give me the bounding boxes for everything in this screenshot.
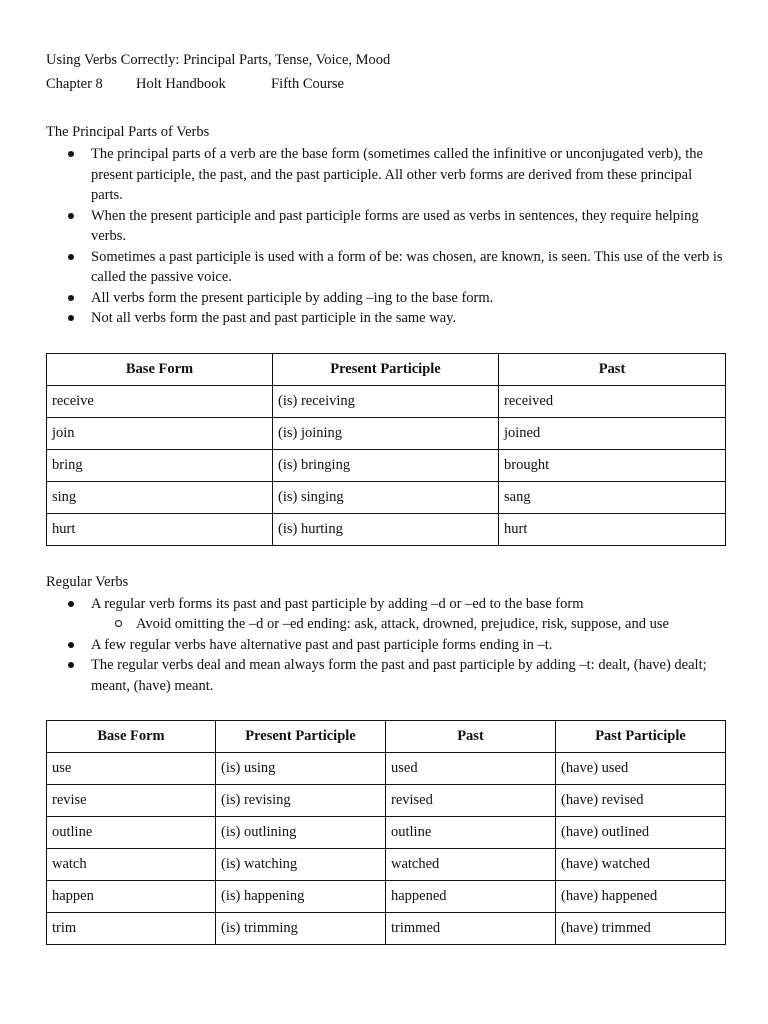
table-cell: receive xyxy=(47,385,273,417)
bullet-icon xyxy=(68,295,74,301)
table-cell: brought xyxy=(499,449,726,481)
bullet-icon xyxy=(68,315,74,321)
table-cell: joined xyxy=(499,417,726,449)
table-row xyxy=(47,417,726,449)
table-cell: (have) happened xyxy=(556,881,726,913)
table-row xyxy=(47,881,726,913)
table-cell: (have) watched xyxy=(556,849,726,881)
table-cell: trim xyxy=(47,913,216,945)
table-row xyxy=(47,913,726,945)
table-row xyxy=(47,481,726,513)
table-header-row xyxy=(47,353,726,385)
table-row xyxy=(47,385,726,417)
section-heading-regular-verbs: Regular Verbs xyxy=(46,573,129,590)
table-cell: revised xyxy=(386,785,556,817)
sub-list-item: Avoid omitting the –d or –ed ending: ask, attack, drowned, prejudice, risk, suppose, and use xyxy=(91,614,726,635)
column-header: Base Form xyxy=(47,353,273,385)
table-cell: (have) trimmed xyxy=(556,913,726,945)
column-header: Past Participle xyxy=(556,721,726,753)
bullet-icon xyxy=(68,151,74,157)
bullet-icon xyxy=(68,254,74,260)
bullet-icon xyxy=(68,601,74,607)
table-cell: sang xyxy=(499,481,726,513)
document-page xyxy=(46,48,726,945)
table-cell: happen xyxy=(47,881,216,913)
principal-parts-list xyxy=(46,144,726,329)
table-cell: (is) revising xyxy=(216,785,386,817)
table-cell: (is) happening xyxy=(216,881,386,913)
document-title: Using Verbs Correctly: Principal Parts, Tense, Voice, Mood xyxy=(46,52,391,68)
bullet-icon xyxy=(68,213,74,219)
table-cell: (is) bringing xyxy=(273,449,499,481)
principal-parts-table xyxy=(46,353,726,546)
section-heading-principal-parts: The Principal Parts of Verbs xyxy=(46,124,210,140)
table-header-row xyxy=(47,721,726,753)
table-cell: used xyxy=(386,753,556,785)
table-cell: watched xyxy=(386,849,556,881)
table-cell: (have) used xyxy=(556,753,726,785)
table-cell: (is) hurting xyxy=(273,513,499,545)
document-meta xyxy=(46,72,726,96)
list-item: A few regular verbs have alternative past and past participle forms ending in –t. xyxy=(46,635,726,656)
table-cell: sing xyxy=(47,481,273,513)
regular-verbs-table xyxy=(46,720,726,945)
sub-list xyxy=(91,614,726,635)
table-cell: (is) using xyxy=(216,753,386,785)
table-cell: (have) outlined xyxy=(556,817,726,849)
column-header: Present Participle xyxy=(216,721,386,753)
table-cell: (is) trimming xyxy=(216,913,386,945)
table-cell: bring xyxy=(47,449,273,481)
list-item: A regular verb forms its past and past participle by adding –d or –ed to the base form Avoid omitting the –d or –ed ending: ask, attack, drowned, prejudice, risk, suppose, and use xyxy=(46,594,726,635)
table-cell: revise xyxy=(47,785,216,817)
bullet-icon xyxy=(68,642,74,648)
table-row xyxy=(47,817,726,849)
table-cell: watch xyxy=(47,849,216,881)
hollow-bullet-icon xyxy=(115,620,122,627)
table-cell: (is) watching xyxy=(216,849,386,881)
column-header: Past xyxy=(499,353,726,385)
table-cell: (is) singing xyxy=(273,481,499,513)
bullet-icon xyxy=(68,662,74,668)
list-item: All verbs form the present participle by adding –ing to the base form. xyxy=(46,288,726,309)
table-cell: outline xyxy=(386,817,556,849)
column-header: Past xyxy=(386,721,556,753)
table-cell: received xyxy=(499,385,726,417)
table-cell: trimmed xyxy=(386,913,556,945)
column-header: Base Form xyxy=(47,721,216,753)
table-cell: hurt xyxy=(47,513,273,545)
column-header: Present Participle xyxy=(273,353,499,385)
table-cell: (have) revised xyxy=(556,785,726,817)
table-row xyxy=(47,785,726,817)
book-label: Holt Handbook xyxy=(136,76,226,92)
list-item: Not all verbs form the past and past participle in the same way. xyxy=(46,308,726,329)
table-cell: hurt xyxy=(499,513,726,545)
table-cell: (is) receiving xyxy=(273,385,499,417)
table-cell: happened xyxy=(386,881,556,913)
regular-verbs-list xyxy=(46,594,726,697)
table-cell: join xyxy=(47,417,273,449)
table-row xyxy=(47,513,726,545)
table-cell: (is) outlining xyxy=(216,817,386,849)
list-item: The regular verbs deal and mean always form the past and past participle by adding –t: dealt, (have) dealt; meant, (have) meant. xyxy=(46,655,726,696)
list-item: The principal parts of a verb are the base form (sometimes called the infinitive or unconjugated verb), the present participle, the past, and the past participle. All other verb forms are derived from these principal parts. xyxy=(46,144,726,206)
table-row xyxy=(47,753,726,785)
table-cell: outline xyxy=(47,817,216,849)
chapter-label: Chapter 8 xyxy=(46,76,103,92)
table-row xyxy=(47,849,726,881)
list-item: When the present participle and past participle forms are used as verbs in sentences, they require helping verbs. xyxy=(46,206,726,247)
course-label: Fifth Course xyxy=(271,76,344,92)
table-cell: (is) joining xyxy=(273,417,499,449)
table-cell: use xyxy=(47,753,216,785)
table-row xyxy=(47,449,726,481)
list-item: Sometimes a past participle is used with a form of be: was chosen, are known, is seen. This use of the verb is called the passive voice. xyxy=(46,247,726,288)
